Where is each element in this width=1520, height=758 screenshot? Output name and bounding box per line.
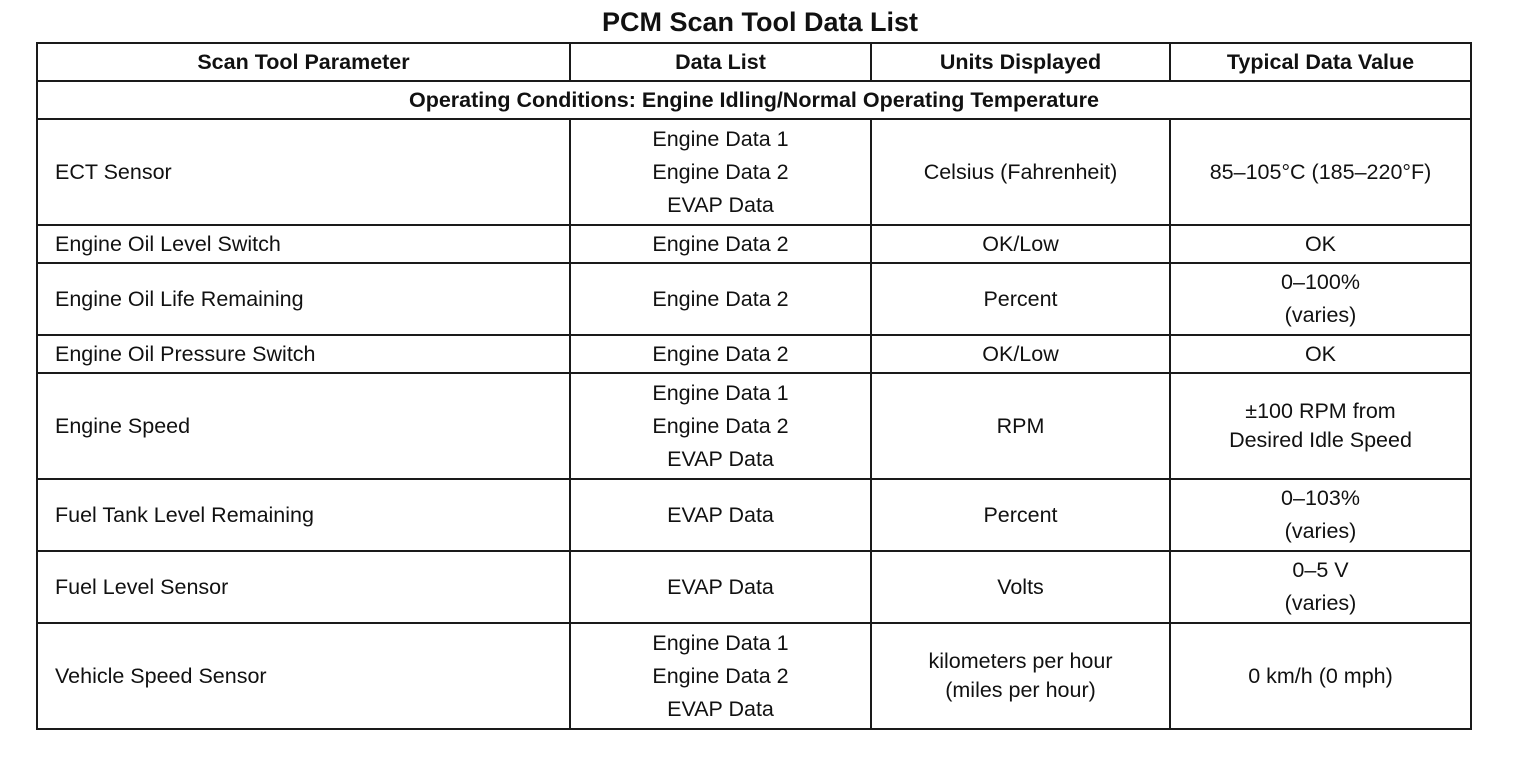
table-row — [37, 335, 1471, 373]
table-row — [37, 119, 1471, 225]
data-list-line: Engine Data 2 — [652, 341, 789, 366]
typical-line: (varies) — [1284, 303, 1357, 327]
cell-parameter: Engine Oil Level Switch — [37, 225, 570, 263]
table-header — [37, 43, 1471, 81]
cell-data-list — [570, 225, 871, 263]
cell-parameter: Engine Oil Pressure Switch — [37, 335, 570, 373]
units-line: RPM — [996, 413, 1045, 438]
cell-units — [871, 263, 1170, 335]
cell-typical-value — [1170, 335, 1471, 373]
typical-line: (varies) — [1284, 591, 1357, 615]
cell-data-list — [570, 263, 871, 335]
data-list-line: EVAP Data — [667, 696, 774, 721]
typical-line: 0–103% — [1281, 486, 1360, 510]
header-units-displayed: Units Displayed — [871, 43, 1170, 81]
data-list-line: Engine Data 2 — [652, 663, 789, 688]
cell-parameter: Fuel Tank Level Remaining — [37, 479, 570, 551]
data-list-line: Engine Data 2 — [652, 413, 789, 438]
header-data-list: Data List — [570, 43, 871, 81]
table-row — [37, 373, 1471, 479]
table-row — [37, 551, 1471, 623]
units-line: OK/Low — [982, 341, 1059, 366]
cell-data-list — [570, 335, 871, 373]
typical-line: ±100 RPM from — [1245, 399, 1396, 423]
cell-data-list — [570, 479, 871, 551]
cell-units — [871, 335, 1170, 373]
data-list-line: EVAP Data — [667, 446, 774, 471]
cell-parameter: Engine Oil Life Remaining — [37, 263, 570, 335]
table-row — [37, 479, 1471, 551]
cell-parameter: Fuel Level Sensor — [37, 551, 570, 623]
data-list-line: Engine Data 1 — [652, 126, 789, 151]
operating-conditions-row — [37, 81, 1471, 119]
typical-line: 0 km/h (0 mph) — [1248, 663, 1393, 688]
cell-typical-value — [1170, 623, 1471, 729]
header-typical-data-value: Typical Data Value — [1170, 43, 1471, 81]
cell-typical-value — [1170, 373, 1471, 479]
data-list-line: Engine Data 1 — [652, 380, 789, 405]
data-list-line: EVAP Data — [667, 192, 774, 217]
units-line: (miles per hour) — [945, 678, 1096, 702]
typical-line: 85–105°C (185–220°F) — [1209, 159, 1432, 184]
cell-parameter: ECT Sensor — [37, 119, 570, 225]
cell-parameter: Engine Speed — [37, 373, 570, 479]
header-scan-tool-parameter: Scan Tool Parameter — [37, 43, 570, 81]
header-row — [37, 43, 1471, 81]
data-list-line: EVAP Data — [667, 574, 774, 599]
typical-line: Desired Idle Speed — [1229, 428, 1412, 452]
cell-units — [871, 373, 1170, 479]
typical-line: 0–5 V — [1292, 558, 1349, 582]
units-line: Percent — [983, 502, 1058, 527]
cell-typical-value — [1170, 263, 1471, 335]
cell-units — [871, 119, 1170, 225]
units-line: Celsius (Fahrenheit) — [923, 159, 1118, 184]
cell-typical-value — [1170, 119, 1471, 225]
table-row — [37, 263, 1471, 335]
cell-units — [871, 623, 1170, 729]
cell-typical-value — [1170, 479, 1471, 551]
table-row — [37, 623, 1471, 729]
table-row — [37, 225, 1471, 263]
data-list-line: EVAP Data — [667, 502, 774, 527]
data-list-line: Engine Data 1 — [652, 630, 789, 655]
cell-units — [871, 225, 1170, 263]
units-line: Percent — [983, 286, 1058, 311]
data-list-line: Engine Data 2 — [652, 286, 789, 311]
operating-conditions: Operating Conditions: Engine Idling/Normal Operating Temperature — [37, 81, 1471, 119]
scan-tool-data-table — [36, 42, 1472, 730]
units-line: Volts — [997, 574, 1044, 599]
units-line: OK/Low — [982, 231, 1059, 256]
units-line: kilometers per hour — [928, 649, 1113, 673]
typical-line: OK — [1304, 341, 1337, 366]
cell-units — [871, 551, 1170, 623]
cell-data-list — [570, 551, 871, 623]
data-list-line: Engine Data 2 — [652, 231, 789, 256]
cell-units — [871, 479, 1170, 551]
data-list-line: Engine Data 2 — [652, 159, 789, 184]
typical-line: (varies) — [1284, 519, 1357, 543]
typical-line: OK — [1304, 231, 1337, 256]
cell-parameter: Vehicle Speed Sensor — [37, 623, 570, 729]
cell-data-list — [570, 119, 871, 225]
cell-data-list — [570, 373, 871, 479]
cell-typical-value — [1170, 551, 1471, 623]
table-body — [37, 81, 1471, 729]
page-title: PCM Scan Tool Data List — [601, 7, 919, 37]
cell-typical-value — [1170, 225, 1471, 263]
typical-line: 0–100% — [1281, 270, 1360, 294]
cell-data-list — [570, 623, 871, 729]
